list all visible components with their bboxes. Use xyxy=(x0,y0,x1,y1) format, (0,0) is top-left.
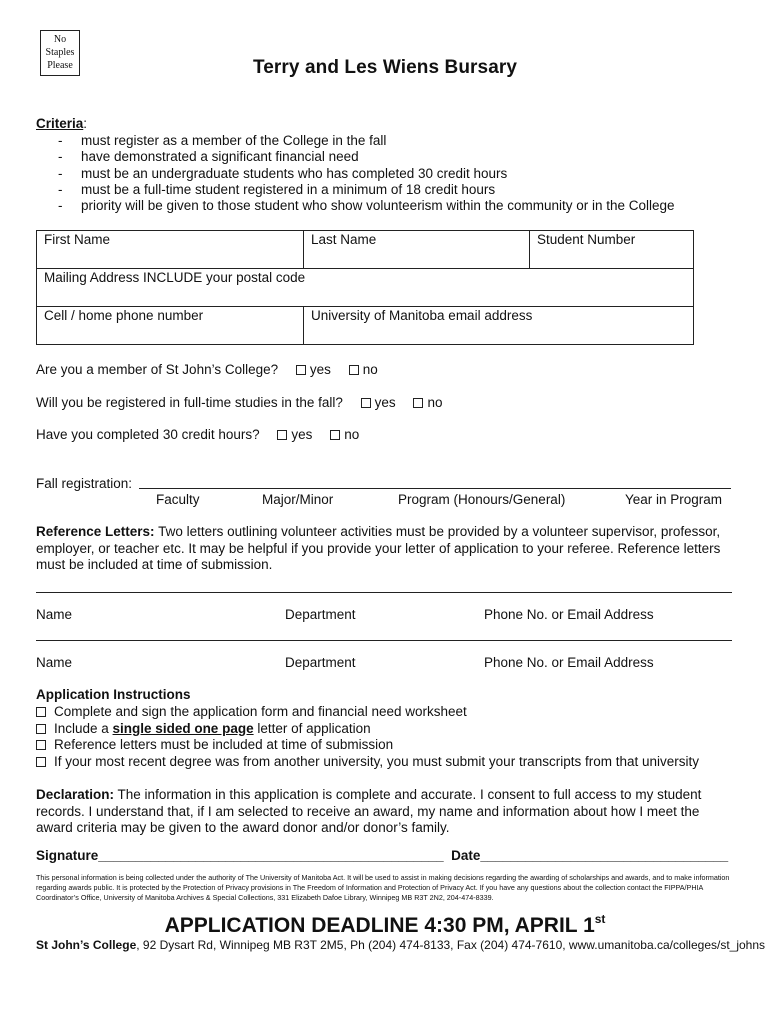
signature-row: Signature______________________________________________ Date_________________________________ xyxy=(36,848,729,863)
list-item: Complete and sign the application form and financial need worksheet xyxy=(36,704,699,721)
reference-1-contact-label: Phone No. or Email Address xyxy=(484,607,654,622)
checkbox[interactable] xyxy=(36,707,46,717)
student-number-field[interactable]: Student Number xyxy=(530,231,694,269)
checkbox[interactable] xyxy=(36,740,46,750)
list-item: If your most recent degree was from another university, you must submit your transcripts from that university xyxy=(36,754,699,771)
yes-checkbox[interactable] xyxy=(296,365,306,375)
email-field[interactable]: University of Manitoba email address xyxy=(304,307,694,345)
fall-registration-label: Fall registration: xyxy=(36,476,133,491)
criteria-heading: Criteria: xyxy=(36,116,88,131)
staples-note-line: No xyxy=(53,34,67,45)
reference-1-department-label: Department xyxy=(285,607,356,622)
reference-2-name-label: Name xyxy=(36,655,73,670)
question-credit-hours: Have you completed 30 credit hours? yes no xyxy=(36,427,360,442)
first-name-field[interactable]: First Name xyxy=(37,231,304,269)
staples-note-line: Please xyxy=(47,60,73,71)
reference-2-contact-label: Phone No. or Email Address xyxy=(484,655,654,670)
list-item: - must register as a member of the College in the fall xyxy=(58,133,387,148)
page-title: Terry and Les Wiens Bursary xyxy=(252,57,518,78)
list-item: Include a single sided one page letter of application xyxy=(36,721,699,738)
list-item: - priority will be given to those student who show volunteerism within the community or in the College xyxy=(58,198,675,214)
date-line[interactable]: _________________________________ xyxy=(480,848,729,863)
reference-1-line[interactable] xyxy=(36,592,732,593)
mailing-address-field[interactable]: Mailing Address INCLUDE your postal code xyxy=(37,269,694,307)
reference-letters-paragraph: Reference Letters: Two letters outlining volunteer activities must be provided by a volunteer supervisor, professor, employer, or teacher etc. It may be helpful if you provide your letter of application to your referee. Reference letters must be included at time of submission. xyxy=(36,524,721,572)
list-item: - must be an undergraduate students who has completed 30 credit hours xyxy=(58,165,508,181)
application-deadline: APPLICATION DEADLINE 4:30 PM, APRIL 1st xyxy=(164,912,606,937)
no-checkbox[interactable] xyxy=(413,398,423,408)
application-instructions-heading: Application Instructions xyxy=(36,687,191,702)
yes-checkbox[interactable] xyxy=(277,430,287,440)
privacy-notice: This personal information is being collected under the authority of The University of Manitoba Act. It will be used to assist in making decisions regarding the awarding of scholarships and awards, and to make information regarding awards public. It is protected by the Protection of Privacy provisions in The Freedom of Information and Protection of Privacy Act. If you have any questions about the collection contact the FIPPA/PHIA Coordinator’s Office, University of Manitoba Archives & Special Collections, 331 Elizabeth Dafoe Library, Winnipeg MB R3T 2N2, 204-474-8339. xyxy=(36,873,730,902)
list-item: Reference letters must be included at time of submission xyxy=(36,737,699,754)
question-member: Are you a member of St John’s College? yes no xyxy=(36,362,378,377)
yes-checkbox[interactable] xyxy=(361,398,371,408)
list-item: - must be a full-time student registered in a minimum of 18 credit hours xyxy=(58,181,496,197)
phone-field[interactable]: Cell / home phone number xyxy=(37,307,304,345)
reference-1-name-label: Name xyxy=(36,607,73,622)
major-minor-label: Major/Minor xyxy=(262,492,334,507)
no-checkbox[interactable] xyxy=(349,365,359,375)
checkbox[interactable] xyxy=(36,757,46,767)
staples-note-line: Staples xyxy=(45,47,75,58)
criteria-list xyxy=(58,133,675,214)
no-checkbox[interactable] xyxy=(330,430,340,440)
list-item: - have demonstrated a significant financial need xyxy=(58,149,359,165)
checkbox[interactable] xyxy=(36,724,46,734)
college-contact-footer: St John’s College, 92 Dysart Rd, Winnipeg MB R3T 2M5, Ph (204) 474-8133, Fax (204) 474-7610, www.umanitoba.ca/colleges/st_johns xyxy=(36,938,766,952)
applicant-info-table xyxy=(36,230,694,345)
signature-line[interactable]: ______________________________________________ xyxy=(98,848,444,863)
reference-2-department-label: Department xyxy=(285,655,356,670)
program-label: Program (Honours/General) xyxy=(398,492,566,507)
faculty-label: Faculty xyxy=(156,492,200,507)
reference-2-line[interactable] xyxy=(36,640,732,641)
last-name-field[interactable]: Last Name xyxy=(304,231,530,269)
year-label: Year in Program xyxy=(625,492,723,507)
question-full-time: Will you be registered in full-time studies in the fall? yes no xyxy=(36,395,443,410)
application-instructions-list xyxy=(36,704,699,770)
declaration-paragraph: Declaration: The information in this application is complete and accurate. I consent to full access to my student records. I understand that, if I am selected to receive an award, my name and information about how I meet the award criteria may be given to the award donor and/or donor’s family. xyxy=(36,787,702,835)
fall-registration-line[interactable] xyxy=(139,488,731,489)
